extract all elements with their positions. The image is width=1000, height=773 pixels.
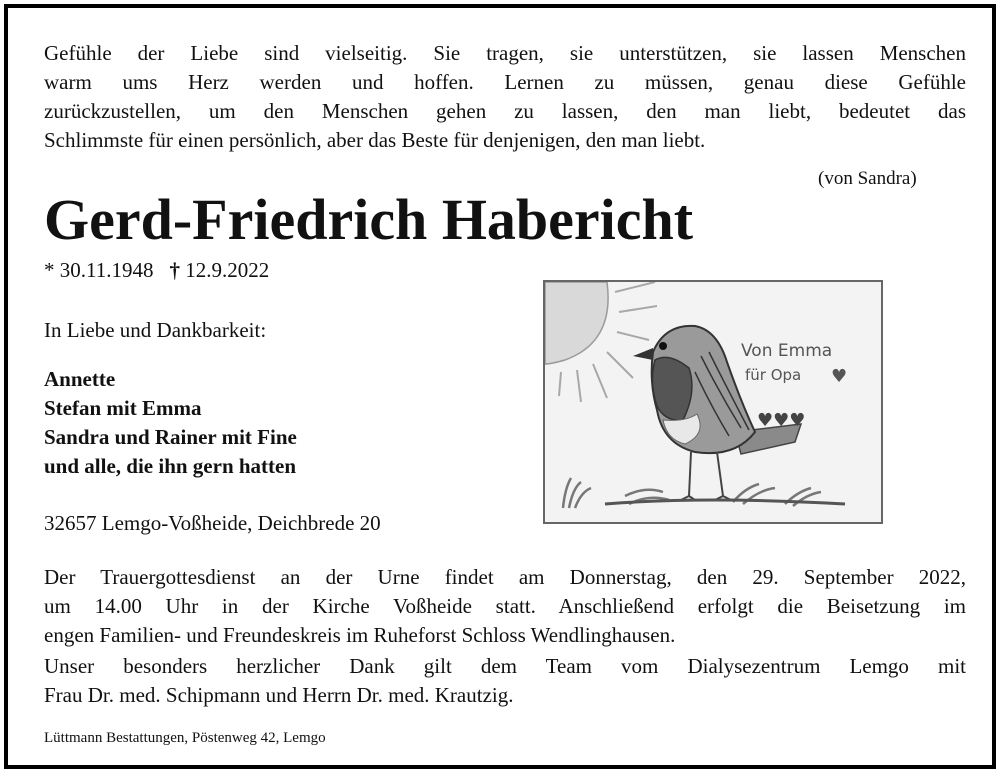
- deceased-name: Gerd-Friedrich Habericht: [44, 187, 694, 252]
- child-drawing-robin: [543, 280, 883, 524]
- family-address: 32657 Lemgo-Voßheide, Deichbrede 20: [44, 511, 381, 535]
- poem: [44, 39, 966, 155]
- drawing-caption-line2: für Opa: [745, 366, 802, 384]
- mourner-name: und alle, die ihn gern hatten: [44, 454, 297, 478]
- heart-icon: ♥: [831, 366, 848, 387]
- mourner-name: Sandra und Rainer mit Fine: [44, 425, 297, 449]
- life-dates: [44, 258, 269, 283]
- mourners-intro: In Liebe und Dankbarkeit:: [44, 318, 267, 342]
- svg-text:♥♥♥: ♥♥♥: [757, 410, 806, 431]
- sun-icon: [545, 282, 608, 364]
- birth-date: * 30.11.1948: [44, 258, 154, 282]
- undertaker-line: Lüttmann Bestattungen, Pöstenweg 42, Lemgo: [44, 730, 326, 746]
- service-line: um 14.00 Uhr in der Kirche Voßheide statt. Anschließend erfolgt die Beisetzung im: [44, 594, 966, 618]
- mourner-name: Stefan mit Emma: [44, 396, 202, 420]
- poem-line: zurückzustellen, um den Menschen gehen zu lassen, den man liebt, bedeutet das: [44, 99, 966, 123]
- robin-drawing-icon: [545, 282, 881, 522]
- death-date: 12.9.2022: [185, 258, 270, 282]
- thanks-line: Unser besonders herzlicher Dank gilt dem Team vom Dialysezentrum Lemgo mit: [44, 654, 966, 678]
- mourner-name: Annette: [44, 367, 116, 391]
- poem-line: Gefühle der Liebe sind vielseitig. Sie tragen, sie unterstützen, sie lassen Menschen: [44, 41, 966, 65]
- poem-line: Schlimmste für einen persönlich, aber das Beste für denjenigen, den man liebt.: [44, 128, 706, 152]
- thanks-text: [44, 652, 966, 710]
- poem-line: warm ums Herz werden und hoffen. Lernen zu müssen, genau diese Gefühle: [44, 70, 966, 94]
- service-line: Der Trauergottesdienst an der Urne findet am Donnerstag, den 29. September 2022,: [44, 565, 966, 589]
- service-line: engen Familien- und Freundeskreis im Ruheforst Schloss Wendlinghausen.: [44, 623, 676, 647]
- funeral-service-text: [44, 563, 966, 650]
- thanks-line: Frau Dr. med. Schipmann und Herrn Dr. med. Krautzig.: [44, 683, 514, 707]
- mourners-list: [44, 365, 297, 481]
- cross-icon: †: [169, 258, 180, 282]
- poem-attribution: (von Sandra): [818, 168, 917, 189]
- drawing-caption-line1: Von Emma: [741, 341, 833, 361]
